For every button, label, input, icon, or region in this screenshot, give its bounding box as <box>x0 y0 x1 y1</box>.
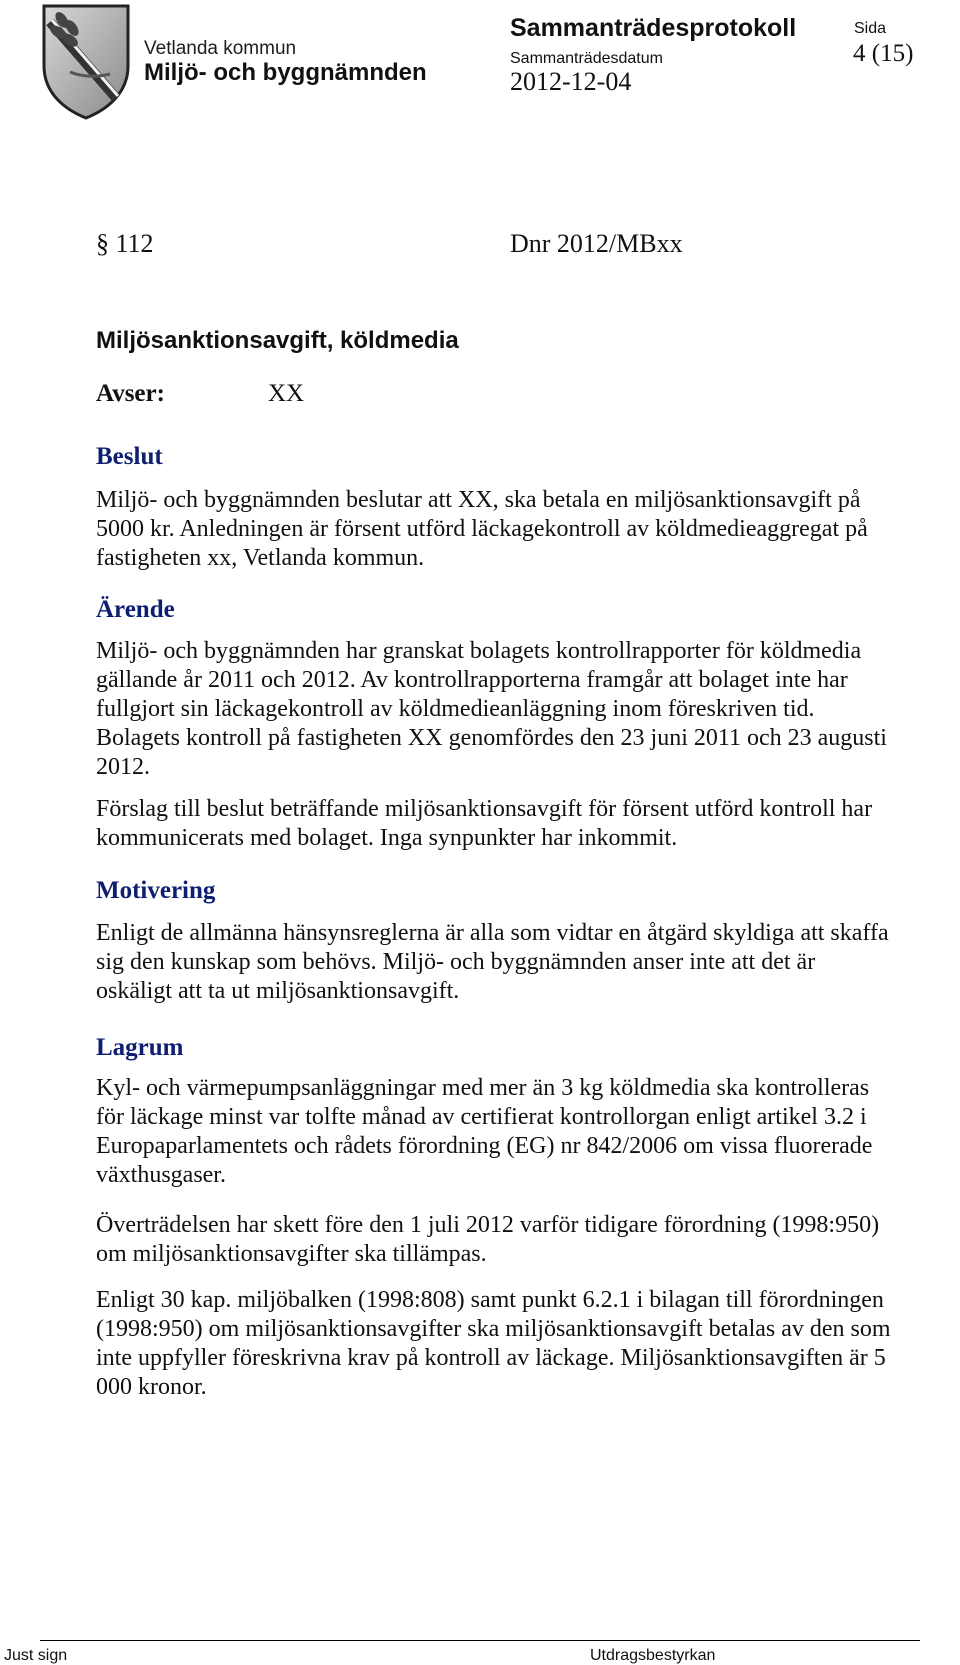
decision-text: Miljö- och byggnämnden beslutar att XX, ska betala en miljösanktionsavgift på 5000 kr. Anledningen är försent utförd läckagekontroll av köldmedieaggregat på fastigheten xx, Vetlanda kommun. <box>96 487 868 571</box>
paragraph-number: § 112 <box>96 229 154 258</box>
page-number: 4 (15) <box>853 40 914 67</box>
decision-heading: Beslut <box>96 443 163 470</box>
registration-number: Dnr 2012/MBxx <box>510 229 683 258</box>
law-text-3: Enligt 30 kap. miljöbalken (1998:808) samt punkt 6.2.1 i bilagan till förordningen (1998:950) om miljösanktionsavgifter ska miljösanktionsavgift betalas av den som inte uppfyller föreskrivna krav på kontroll av läckage. Miljösanktionsavgiften är 5 000 kronor. <box>96 1287 891 1400</box>
matter-text-1: Miljö- och byggnämnden har granskat bolagets kontrollrapporter för köldmedia gällande år 2011 och 2012. Av kontrollrapporterna framgår att bolaget inte har fullgjort sin läckagekontroll av köldmedieanläggning inom föreskriven tid. Bolagets kontroll på fastigheten XX genomfördes den 23 juni 2011 och 23 augusti 2012. <box>96 638 887 780</box>
meeting-date-label: Sammanträdesdatum <box>510 50 663 67</box>
case-title: Miljösanktionsavgift, köldmedia <box>96 327 459 354</box>
coat-of-arms-icon <box>40 2 132 120</box>
law-text-1: Kyl- och värmepumpsanläggningar med mer än 3 kg köldmedia ska kontrolleras för läckage minst var tolfte månad av certifierat kontrollorgan enligt artikel 3.2 i Europaparlamentets och rådets förordning (EG) nr 842/2006 om vissa fluorerade växthusgaser. <box>96 1075 873 1188</box>
meeting-date: 2012-12-04 <box>510 67 632 96</box>
footer-divider <box>40 1640 920 1641</box>
law-heading: Lagrum <box>96 1034 184 1061</box>
concerns-label: Avser: <box>96 380 165 407</box>
just-sign-label: Just sign <box>4 1647 68 1664</box>
law-text-2: Överträdelsen har skett före den 1 juli 2012 varför tidigare förordning (1998:950) om miljösanktionsavgifter ska tillämpas. <box>96 1212 880 1267</box>
committee-name: Miljö- och byggnämnden <box>144 59 427 86</box>
page-label: Sida <box>854 20 887 37</box>
motivation-heading: Motivering <box>96 877 216 904</box>
document-title: Sammanträdesprotokoll <box>510 14 797 42</box>
matter-heading: Ärende <box>96 596 175 623</box>
extract-certification-label: Utdragsbestyrkan <box>590 1647 716 1664</box>
matter-text-2: Förslag till beslut beträffande miljösanktionsavgift för försent utförd kontroll har kommunicerats med bolaget. Inga synpunkter har inkommit. <box>96 796 873 851</box>
municipality-name: Vetlanda kommun <box>144 38 297 59</box>
motivation-text: Enligt de allmänna hänsynsreglerna är alla som vidtar en åtgärd skyldiga att skaffa sig den kunskap som behövs. Miljö- och byggnämnden anser inte att det är oskäligt att ta ut miljösanktionsavgift. <box>96 920 889 1004</box>
concerns-value: XX <box>268 380 305 407</box>
